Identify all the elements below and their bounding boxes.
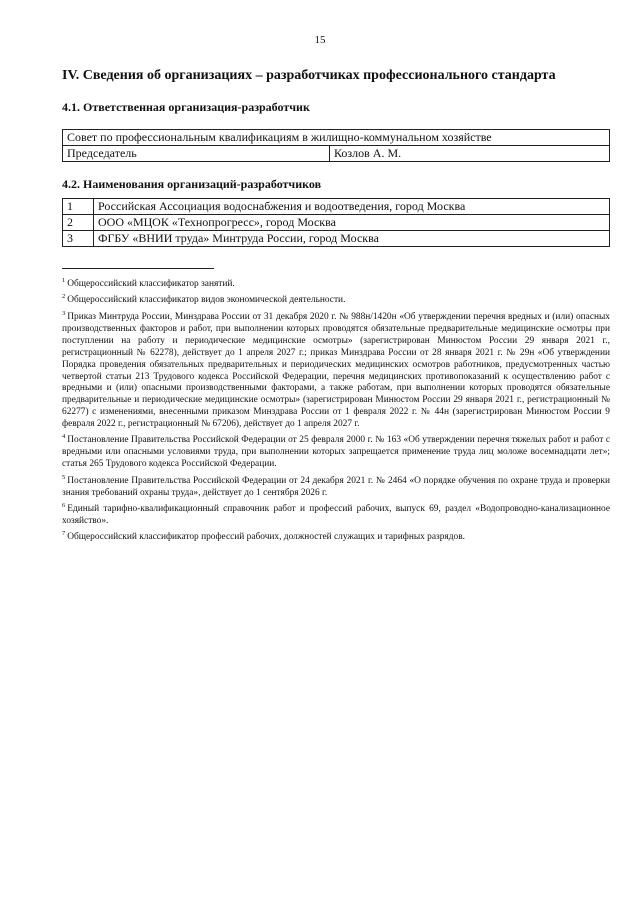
footnote-text: Постановление Правительства Российской Федерации от 24 декабря 2021 г. № 2464 «О порядке обучения по охране труда и проверки знания требований охраны труда», действует до 1 сентября 2026 г. — [62, 475, 610, 498]
responsible-person: Козлов А. М. — [330, 146, 610, 162]
footnote — [62, 308, 610, 431]
footnote-text: Общероссийский классификатор видов экономической деятельности. — [67, 295, 346, 306]
developer-org-name: ФГБУ «ВНИИ труда» Минтруда России, город Москва — [94, 231, 610, 247]
page-number: 15 — [314, 34, 326, 46]
footnote-mark: 4 — [62, 433, 66, 441]
footnote — [62, 431, 610, 471]
footnote-mark: 3 — [62, 309, 66, 317]
responsible-position: Председатель — [63, 146, 330, 162]
footnote-separator — [62, 268, 214, 269]
table-row — [63, 199, 610, 215]
footnote-text: Общероссийский классификатор занятий. — [67, 279, 235, 290]
footnote-text: Постановление Правительства Российской Федерации от 25 февраля 2000 г. № 163 «Об утверждении перечня тяжелых работ и работ с вредными или опасными условиями труда, при выполнении которых запрещается применение труда лиц моложе восемнадцати лет»; статья 265 Трудового кодекса Российской Федерации. — [62, 435, 610, 470]
footnote-mark: 5 — [62, 473, 66, 481]
developer-orgs-heading: 4.2. Наименования организаций-разработчиков — [62, 177, 322, 191]
row-number: 2 — [63, 215, 94, 231]
row-number: 3 — [63, 231, 94, 247]
footnotes — [62, 275, 610, 545]
table-row — [63, 130, 610, 146]
footnote — [62, 291, 610, 307]
section-title: IV. Сведения об организациях – разработчиках профессионального стандарта — [62, 68, 556, 83]
responsible-org-heading: 4.1. Ответственная организация-разработчик — [62, 100, 310, 114]
table-row — [63, 231, 610, 247]
footnote-text: Приказ Минтруда России, Минздрава России от 31 декабря 2020 г. № 988н/1420н «Об утверждении перечня вредных и (или) опасных производственных факторов и работ, при выполнении которых проводятся обязательные предварительные медицинские осмотры при поступлении на работу и периодические медицинские осмотры» (зарегистрирован Минюстом России 29 января 2021 г., регистрационный № 62278), действует до 1 апреля 2027 г.; приказ Минздрава России от 28 января 2021 г. № 29н «Об утверждении Порядка проведения обязательных предварительных и периодических медицинских осмотров работников, предусмотренных частью четвертой статьи 213 Трудового кодекса Российской Федерации, перечня медицинских противопоказаний к осуществлению работ с вредными и (или) опасными производственными факторами, а также работам, при выполнении которых проводятся обязательные предварительные и периодические медицинские осмотры» (зарегистрирован Минюстом России 29 января 2021 г., регистрационный № 62277) с изменениями, внесенными приказом Минздрава России от 1 февраля 2022 г. № 44н (зарегистрирован Минюстом России 9 февраля 2022 г., регистрационный № 67206), действует до 1 апреля 2027 г. — [62, 311, 610, 430]
footnote — [62, 472, 610, 500]
footnote-text: Единый тарифно-квалификационный справочник работ и профессий рабочих, выпуск 69, раздел «Водопроводно-канализационное хозяйство». — [62, 504, 610, 527]
footnote — [62, 528, 610, 544]
table-row — [63, 215, 610, 231]
developer-org-name: Российская Ассоциация водоснабжения и водоотведения, город Москва — [94, 199, 610, 215]
footnote — [62, 500, 610, 528]
footnote-mark: 2 — [62, 293, 66, 301]
footnote — [62, 275, 610, 291]
responsible-org-table — [62, 129, 610, 162]
developer-org-name: ООО «МЦОК «Технопрогресс», город Москва — [94, 215, 610, 231]
footnote-text: Общероссийский классификатор профессий рабочих, должностей служащих и тарифных разрядов. — [67, 532, 465, 543]
footnote-mark: 7 — [62, 530, 66, 538]
table-row — [63, 146, 610, 162]
row-number: 1 — [63, 199, 94, 215]
footnote-mark: 1 — [62, 277, 66, 284]
developer-orgs-table — [62, 198, 610, 247]
footnote-mark: 6 — [62, 501, 66, 509]
responsible-org-name: Совет по профессиональным квалификациям в жилищно-коммунальном хозяйстве — [63, 130, 610, 146]
